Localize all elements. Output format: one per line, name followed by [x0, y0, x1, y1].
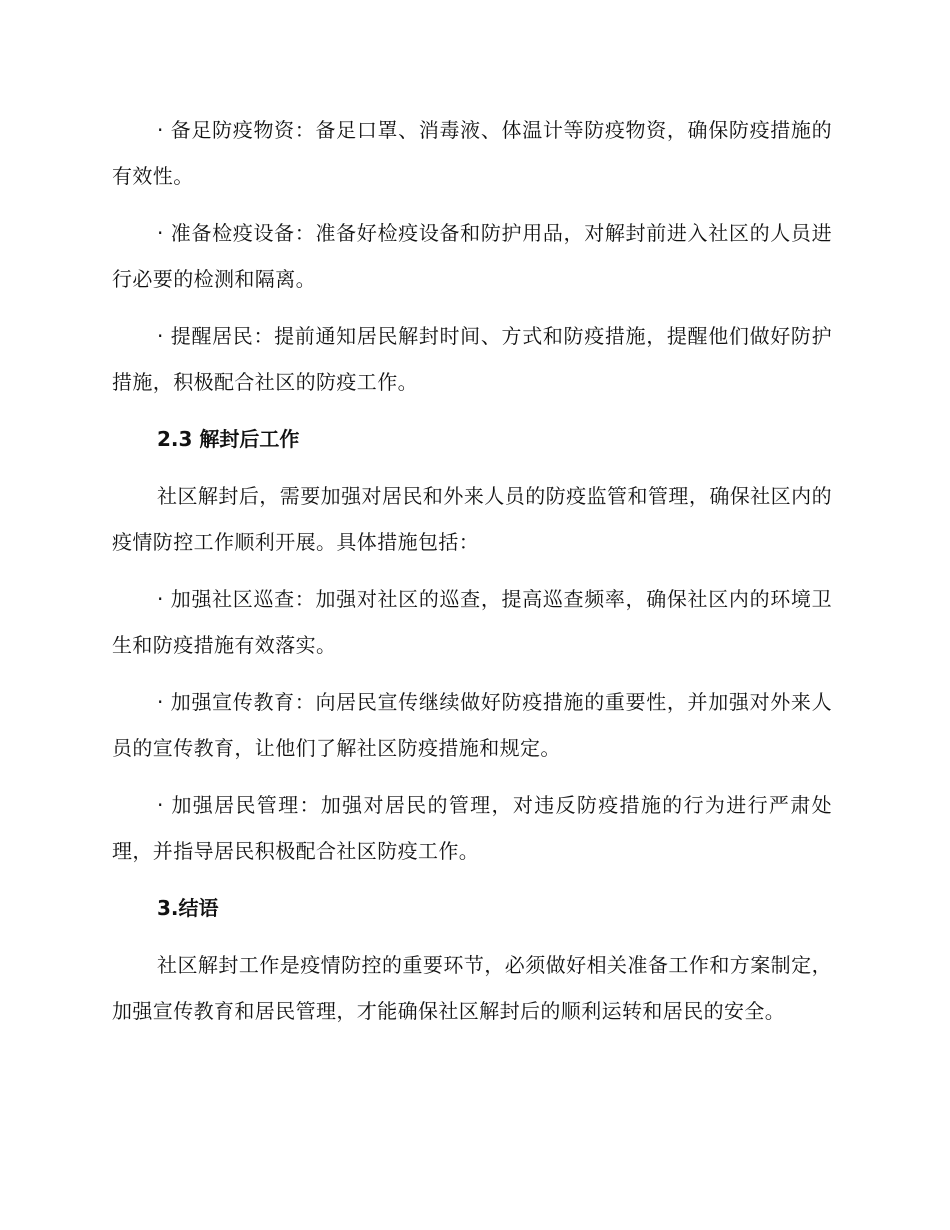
- bullet-community-patrol: · 加强社区巡查：加强对社区的巡查，提高巡查频率，确保社区内的环境卫生和防疫措施有效落实。: [112, 587, 832, 657]
- bullet-remind-residents: · 提醒居民：提前通知居民解封时间、方式和防疫措施，提醒他们做好防护措施，积极配合社区的防疫工作。: [112, 324, 832, 394]
- conclusion-paragraph: 社区解封工作是疫情防控的重要环节，必须做好相关准备工作和方案制定，加强宣传教育和居民管理，才能确保社区解封后的顺利运转和居民的安全。: [112, 953, 832, 1023]
- document-body: [112, 107, 832, 1045]
- section-heading-post-reopening: 2.3 解封后工作: [157, 427, 300, 451]
- bullet-resident-management: · 加强居民管理：加强对居民的管理，对违反防疫措施的行为进行严肃处理，并指导居民积极配合社区防疫工作。: [112, 793, 832, 863]
- bullet-publicity-education: · 加强宣传教育：向居民宣传继续做好防疫措施的重要性，并加强对外来人员的宣传教育，让他们了解社区防疫措施和规定。: [112, 690, 832, 760]
- section-heading-conclusion: 3.结语: [157, 896, 219, 920]
- bullet-prepare-quarantine-equipment: · 准备检疫设备：准备好检疫设备和防护用品，对解封前进入社区的人员进行必要的检测和隔离。: [112, 221, 832, 291]
- bullet-prepare-supplies: · 备足防疫物资：备足口罩、消毒液、体温计等防疫物资，确保防疫措施的有效性。: [112, 118, 832, 188]
- post-reopening-intro: 社区解封后，需要加强对居民和外来人员的防疫监管和管理，确保社区内的疫情防控工作顺利开展。具体措施包括：: [112, 484, 832, 554]
